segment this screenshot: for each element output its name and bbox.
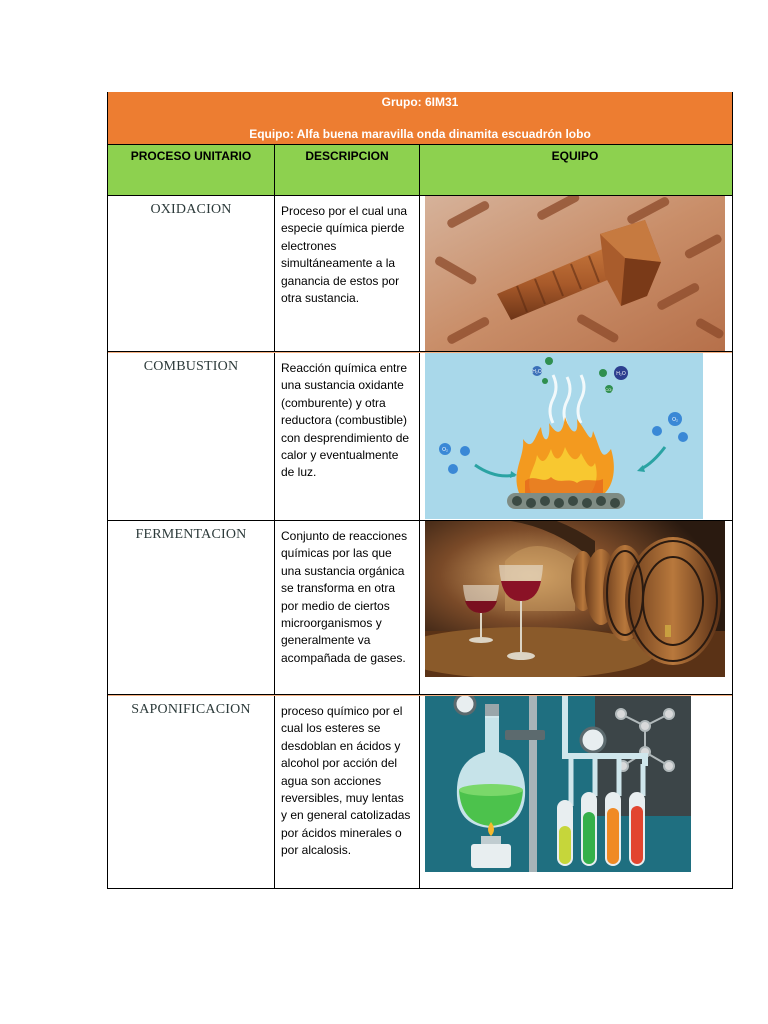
rusty-bolt-image (425, 196, 725, 351)
equipment-cell (419, 696, 731, 888)
column-header-equipment: EQUIPO (419, 145, 730, 195)
process-name: COMBUSTION (143, 359, 239, 374)
process-description: proceso químico por el cual los esteres se desdoblan en ácidos y alcohol por acción del agua son acciones reversibles, muy lentas y en general catolizadas por ácidos minerales o por alcalosis. (274, 696, 419, 888)
header-row (108, 144, 732, 196)
column-header-process: PROCESO UNITARIO (130, 149, 252, 163)
image-label: CO₂ (605, 387, 613, 392)
process-description: Proceso por el cual una especie química pierde electrones simultáneamente a la ganancia de estos por otra sustancia. (274, 196, 419, 351)
table-row (108, 353, 732, 521)
image-label: H₂O (616, 371, 626, 377)
group-label: Grupo: 6IM31 (381, 95, 459, 109)
process-name: OXIDACION (150, 202, 232, 217)
table-row (108, 196, 732, 352)
column-header-description: DESCRIPCION (274, 145, 419, 195)
process-name: FERMENTACION (135, 527, 247, 542)
process-table (107, 92, 733, 889)
table-row (108, 696, 732, 889)
wine-cellar-barrels-image (425, 521, 725, 677)
process-description: Conjunto de reacciones químicas por las que una sustancia orgánica se transforma en otra por medio de ciertos microorganismos y generalmente va acompañada de gases. (274, 521, 419, 694)
equipment-cell (419, 353, 731, 520)
laboratory-flask-illustration (425, 696, 691, 872)
equipment-cell (419, 196, 731, 351)
image-label: O₂ (672, 417, 678, 423)
image-label: H₂O (532, 369, 542, 375)
team-label: Equipo: Alfa buena maravilla onda dinamita escuadrón lobo (249, 127, 591, 141)
process-name: SAPONIFICACION (131, 702, 251, 717)
table-row (108, 521, 732, 695)
image-label: O₂ (442, 447, 448, 453)
title-band (108, 92, 732, 144)
fire-combustion-illustration (425, 353, 703, 519)
equipment-cell (419, 521, 731, 694)
process-description: Reacción química entre una sustancia oxidante (comburente) y otra reductora (combustible) con desprendimiento de calor y eventualmente de luz. (274, 353, 419, 520)
